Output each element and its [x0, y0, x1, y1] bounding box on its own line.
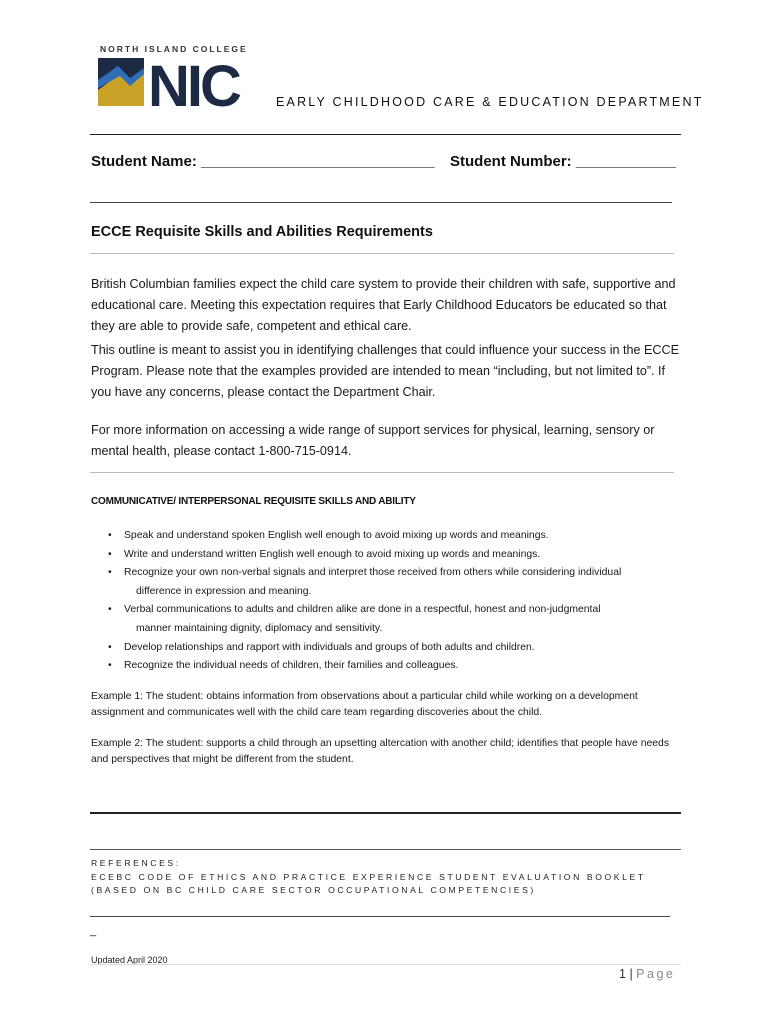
list-item: [108, 657, 688, 676]
list-item: [108, 527, 688, 546]
logo-text: NIC: [148, 58, 239, 110]
page-label: Page: [636, 967, 676, 981]
bullet: •: [108, 604, 112, 616]
references-divider: [90, 849, 681, 850]
list-item-text: Speak and understand spoken English well enough to avoid mixing up words and meanings.: [124, 530, 549, 541]
list-item-text: Recognize your own non-verbal signals and interpret those received from others while considering individual: [124, 567, 622, 579]
list-item: [108, 564, 688, 601]
nic-logo: [98, 58, 248, 110]
department-title: EARLY CHILDHOOD CARE & EDUCATION DEPARTMENT: [276, 95, 704, 109]
list-item-text: Write and understand written English well enough to avoid mixing up words and meanings.: [124, 548, 541, 560]
footer-divider: [90, 964, 681, 965]
bullet: •: [108, 660, 112, 672]
list-item-text: Recognize the individual needs of children, their families and colleagues.: [124, 660, 459, 672]
intro-paragraph-1: British Columbian families expect the child care system to provide their children with safe, supportive and educational care. Meeting this expectation requires that Early Childhood Educators be educated so that they are able to provide safe, competent and ethical care.: [91, 277, 676, 333]
list-item: [108, 639, 688, 658]
list-item-text: Develop relationships and rapport with individuals and groups of both adults and children.: [124, 641, 535, 653]
list-item-text: Verbal communications to adults and children alike are done in a respectful, honest and non-judgmental: [124, 604, 601, 616]
student-number-field[interactable]: Student Number: ____________: [450, 153, 676, 170]
list-item: [108, 601, 688, 638]
example-1: Example 1: The student: obtains information from observations about a particular child while working on a development assignment and communicates well with the child care team regarding discoveries about the child.: [91, 691, 638, 718]
section-divider: [90, 812, 681, 814]
stray-dash: _: [90, 925, 97, 937]
blank-line: [90, 202, 672, 203]
page-title: ECCE Requisite Skills and Abilities Requirements: [91, 224, 433, 240]
updated-date: Updated April 2020: [91, 955, 168, 965]
list-item-text-cont: manner maintaining dignity, diplomacy and sensitivity.: [136, 622, 383, 634]
references: [91, 857, 681, 898]
bullet: •: [108, 530, 112, 541]
intro-divider: [90, 472, 674, 473]
title-underline: [90, 253, 674, 254]
page-number: [619, 967, 675, 981]
list-item-text-cont: difference in expression and meaning.: [136, 585, 312, 597]
bullet: •: [108, 567, 112, 579]
bullet: •: [108, 548, 112, 560]
section-heading: COMMUNICATIVE/ INTERPERSONAL REQUISITE SKILLS AND ABILITY: [91, 496, 416, 507]
example-2: Example 2: The student: supports a child through an upsetting altercation with another child; identifies that people have needs and perspectives that might be different from the student.: [91, 738, 670, 765]
skills-list: [108, 527, 688, 676]
page-number-value: 1: [619, 967, 626, 981]
student-name-field[interactable]: Student Name: ____________________________: [91, 153, 435, 170]
page-separator: |: [629, 967, 633, 981]
college-name: NORTH ISLAND COLLEGE: [100, 44, 248, 54]
references-underline: [90, 916, 670, 917]
references-label: REFERENCES:: [91, 858, 181, 868]
references-text: ECEBC CODE OF ETHICS AND PRACTICE EXPERIENCE STUDENT EVALUATION BOOKLET (BASED ON BC CHILD CARE SECTOR OCCUPATIONAL COMPETENCIES): [91, 871, 646, 895]
intro-paragraph-2: This outline is meant to assist you in identifying challenges that could influence your success in the ECCE Program. Please note that the examples provided are intended to mean “including, but not limited to”. If you have any concerns, please contact the Department Chair.: [91, 343, 680, 399]
list-item: [108, 546, 688, 565]
intro-paragraph-3: For more information on accessing a wide range of support services for physical, learning, sensory or mental health, please contact 1-800-715-0914.: [91, 423, 655, 458]
bullet: •: [108, 641, 112, 653]
header-divider: [90, 134, 681, 135]
